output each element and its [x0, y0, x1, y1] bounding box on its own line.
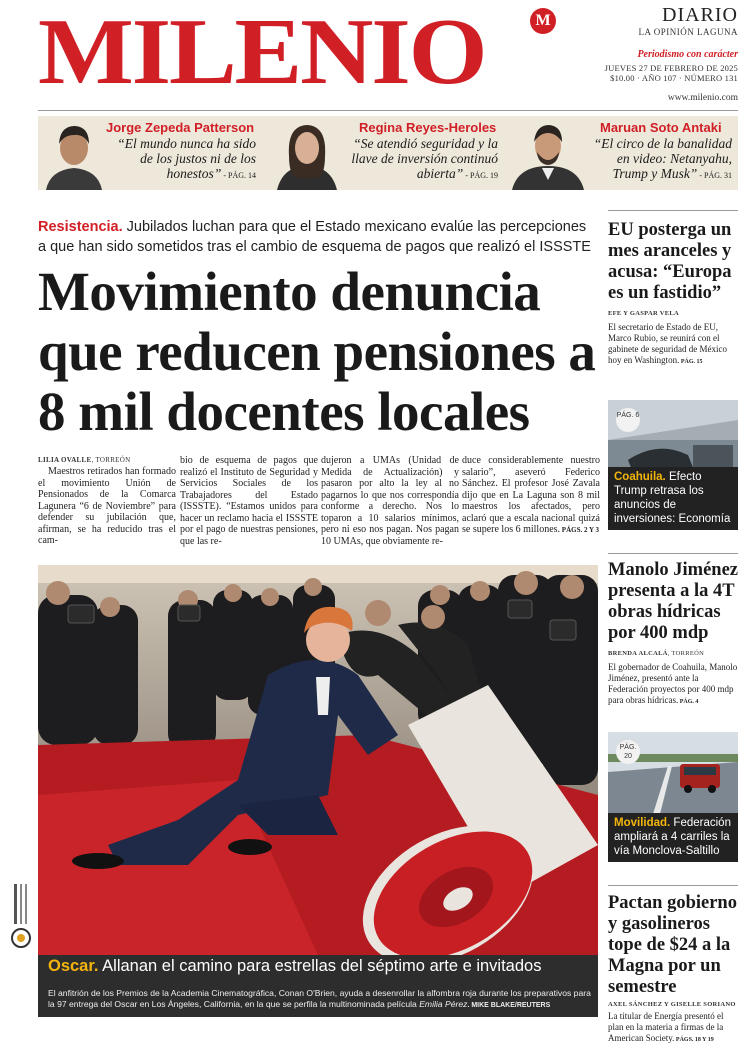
photo-caption: El anfitrión de los Premios de la Academia Cinematográfica, Conan O'Brien, ayuda a desenrollar la alfombra roja durante los preparativos para la 97 entrega del Oscar en Los Ángeles, California, en la que se perfila la multinominada película Emilia Pérez. MIKE BLAKE/REUTERS [48, 988, 591, 1009]
milenio-badge-icon: M [530, 8, 556, 34]
columnist-photo-3 [512, 116, 584, 190]
sidebar-divider-2 [608, 553, 738, 554]
sidebar-text-1: El secretario de Estado de EU, Marco Rubio, se reunirá con el gabinete de seguridad de México hoy en Washington. PÁG. 15 [608, 322, 727, 365]
columnist-photo-2 [275, 116, 339, 190]
oscar-photo-illustration [38, 565, 598, 955]
sidebar-headline-3: Pactan gobierno y gasolineros tope de $24 a la Magna por un semestre [608, 893, 737, 997]
teaser-coahuila[interactable] [608, 400, 738, 530]
sidebar-text-3: La titular de Energía presentó el plan en la materia a firmas de la American Society. PÁGS. 18 Y 19 [608, 1011, 724, 1043]
columnist-quote-1: “El mundo nunca ha sido de los justos ni de los honestos” - PÁG. 14 [117, 136, 256, 181]
main-story-kicker[interactable] [38, 217, 598, 257]
sidebar-text-2: El gobernador de Coahuila, Manolo Jiménez, presentó ante la Federación proyectos por 400 mdp para obras hídricas. PÁG. 4 [608, 662, 738, 705]
sidebar-byline-3: AXEL SÁNCHEZ Y GISELLE SORIANO [608, 1001, 736, 1008]
photo-caption-box [38, 955, 598, 1017]
sidebar-byline-2: BRENDA ALCALÁ, TORREÓN [608, 650, 705, 657]
body-column-2: bio de esquema de pagos que realizó el Instituto de Seguridad y Servicios Sociales de los Trabajadores del Estado (ISSSTE). “Estamos unidos para hacer un reclamo hacia el ISSSTE por el pago de nuestras pensiones, que las re- [180, 455, 318, 547]
edition-block [588, 4, 738, 103]
teaser-movilidad-caption: Movilidad. Federación ampliará a 4 carriles la vía Monclova-Saltillo [608, 813, 738, 862]
body-column-1: Maestros retirados han formado el movimiento Unión de Pensionados de la Comarca Lagunera “6 de Noviembre” para defender su jubilación que, afirman, se ha reducido tras el cam- [38, 466, 176, 546]
kicker-text: Jubilados luchan para que el Estado mexicano evalúe las percepciones a que han sido sometidos tras el cambio de esquema de pagos que realizó el ISSSTE [38, 219, 591, 255]
columnist-2[interactable] [271, 116, 504, 190]
columnist-3[interactable] [504, 116, 738, 190]
milenio-logo[interactable]: MILENIO [38, 0, 486, 104]
columnist-quote-2: “Se atendió seguridad y la llave de inversión continuó abierta” - PÁG. 19 [351, 136, 498, 181]
sidebar-story-2[interactable] [608, 560, 738, 708]
sidebar-divider-1 [608, 210, 738, 211]
masthead [0, 0, 750, 110]
edition-sub: LA OPINIÓN LAGUNA [638, 27, 738, 37]
body-column-4: duce considerablemente nuestro salario”, aseveró Federico Sánchez. El profesor José Zavala dijo que en La Laguna son 8 mil maestros los afectados, pero aclaró que a escala nacional quizá se supere los 6 millones. PÁGS. 2 Y 3 [462, 455, 600, 535]
columnist-quote-3: “El circo de la banalidad en video: Netanyahu, Trump y Musk” - PÁG. 31 [593, 136, 732, 181]
columnist-1[interactable] [38, 116, 271, 190]
columnist-photo-1 [42, 116, 106, 190]
body-column-3: dujeron a UMAs (Unidad de Medida de Actualización) y pasaron por alto la ley al no pagarnos lo que nos correspondía conforme a derecho. Nos lo toparon a 10 salarios mínimos, pero ni eso nos pagan. Nos pagan 10 UMAs, que obviamente re- [321, 455, 459, 547]
masthead-divider [38, 110, 738, 111]
main-byline: LILIA OVALLE, TORREÓN [38, 456, 131, 464]
edition-name: DIARIO [662, 4, 738, 26]
sidebar-headline-2: Manolo Jiménez presenta a la 4T obras hídricas por 400 mdp [608, 560, 738, 643]
certification-icon [8, 880, 34, 950]
kicker-label: Resistencia. [38, 219, 123, 235]
teaser-movilidad[interactable] [608, 732, 738, 862]
columnist-name-1: Jorge Zepeda Patterson [106, 120, 255, 135]
main-headline[interactable]: Movimiento denuncia que reducen pensiones a 8 mil docentes locales [38, 261, 596, 442]
issue-price: $10.00 · AÑO 107 · NÚMERO 131 [610, 73, 738, 83]
columnist-name-2: Regina Reyes-Heroles [359, 120, 497, 135]
teaser-coahuila-caption: Coahuila. Efecto Trump retrasa los anuncios de inversiones: Economía [608, 467, 738, 530]
slogan: Periodismo con carácter [637, 49, 738, 60]
columnist-name-3: Maruan Soto Antaki [600, 120, 722, 135]
teaser-movilidad-page-badge: PÁG. 20 [616, 740, 640, 764]
teaser-coahuila-page-badge: PÁG. 6 [616, 408, 640, 432]
oscar-photo[interactable] [38, 565, 598, 955]
website-link[interactable]: www.milenio.com [667, 93, 738, 103]
sidebar-divider-3 [608, 885, 738, 886]
photo-title[interactable]: Oscar. Allanan el camino para estrellas del séptimo arte e invitados [48, 957, 542, 975]
sidebar-byline-1: EFE Y GASPAR VELA [608, 310, 680, 317]
sidebar-headline-1: EU posterga un mes aranceles y acusa: “Europa es un fastidio” [608, 220, 732, 303]
sidebar-story-1[interactable] [608, 220, 738, 368]
sidebar-story-3[interactable] [608, 893, 738, 1046]
columnists-strip [38, 116, 738, 190]
issue-date: JUEVES 27 DE FEBRERO DE 2025 [604, 63, 738, 73]
